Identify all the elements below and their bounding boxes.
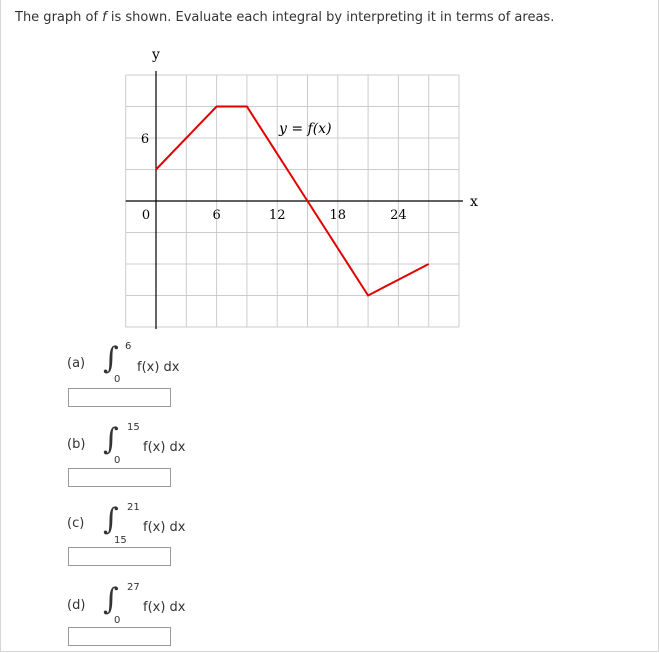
answer-input-b[interactable] [68,468,171,487]
lower-limit: 15 [114,535,127,546]
integral-sign-icon: ∫ [103,502,119,537]
x-tick-label: 18 [329,208,347,223]
origin-label: 0 [141,208,151,223]
integrand: f(x) dx [143,520,186,535]
answer-input-a[interactable] [68,388,171,407]
y-tick-label: 6 [140,132,150,147]
upper-limit: 15 [127,422,140,433]
x-tick-label: 12 [268,208,286,223]
integrand: f(x) dx [137,360,180,375]
lower-limit: 0 [114,615,121,626]
curve-label: y = f(x) [279,121,332,137]
question-prompt: The graph of f is shown. Evaluate each integral by interpreting it in terms of areas. [15,10,555,25]
integrand: f(x) dx [143,440,186,455]
upper-limit: 27 [127,582,140,593]
part-d-label: (d) [67,598,86,613]
integrand: f(x) dx [143,600,186,615]
integral-sign-icon: ∫ [103,341,119,376]
part-b-label: (b) [67,437,86,452]
x-tick-label: 24 [390,208,407,223]
graph-axes [126,71,463,329]
upper-limit: 21 [127,502,140,513]
answer-input-c[interactable] [68,547,171,566]
answer-input-d[interactable] [68,627,171,646]
upper-limit: 6 [125,341,132,352]
lower-limit: 0 [114,455,121,466]
integral-sign-icon: ∫ [103,582,119,617]
graph-tick-labels [141,132,407,223]
part-c-label: (c) [67,516,85,531]
lower-limit: 0 [114,374,121,385]
y-axis-label: y [152,47,160,63]
integral-sign-icon: ∫ [103,422,119,457]
x-axis-label: x [470,194,478,210]
part-a-label: (a) [67,356,86,371]
function-name: f [102,10,107,25]
x-tick-label: 6 [212,208,221,223]
